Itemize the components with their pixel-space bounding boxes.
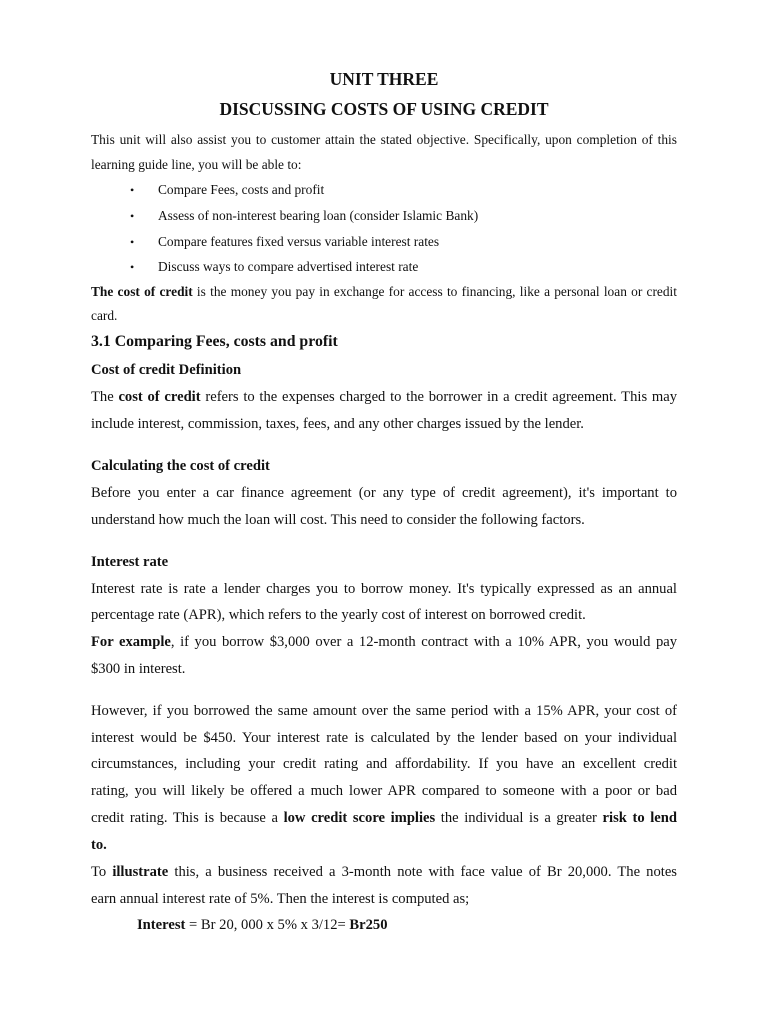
however-paragraph-line: interest would be $450. Your interest rate is calculated by the lender based on your individual (91, 730, 677, 746)
cost-of-credit-paragraph: The cost of credit is the money you pay in exchange for access to financing, like a personal loan or credit (91, 284, 677, 299)
bullet-item: • Assess of non-interest bearing loan (consider Islamic Bank) (130, 206, 677, 226)
illustrate-paragraph-line: earn annual interest rate of 5%. Then the interest is computed as; (91, 891, 470, 907)
example-paragraph-line: $300 in interest. (91, 661, 186, 677)
bullet-item: • Compare Fees, costs and profit (130, 180, 677, 200)
bullet-item: • Compare features fixed versus variable interest rates (130, 232, 677, 252)
bullet-dot-icon: • (130, 209, 135, 223)
bullet-item: • Discuss ways to compare advertised interest rate (130, 257, 677, 277)
intro-paragraph-line: This unit will also assist you to customer attain the stated objective. Specifically, upon completion of this (91, 132, 677, 147)
calculating-paragraph-line: understand how much the loan will cost. This need to consider the following factors. (91, 512, 585, 528)
calculating-paragraph-line: Before you enter a car finance agreement (or any type of credit agreement), it's important to (91, 485, 677, 501)
however-paragraph-line: credit rating. This is because a low credit score implies the individual is a greater risk to lend (91, 810, 677, 826)
subheading-interest-rate: Interest rate (91, 554, 169, 570)
however-paragraph-line: circumstances, including your credit rating and affordability. If you have an excellent credit (91, 756, 677, 772)
example-paragraph: For example, if you borrow $3,000 over a 12-month contract with a 10% APR, you would pay (91, 634, 677, 650)
intro-paragraph-line: learning guide line, you will be able to: (91, 157, 302, 172)
definition-paragraph-line: include interest, commission, taxes, fees, and any other charges issued by the lender. (91, 416, 584, 432)
section-heading: 3.1 Comparing Fees, costs and profit (91, 333, 338, 350)
cost-of-credit-paragraph-line: card. (91, 308, 118, 323)
however-paragraph-line: However, if you borrowed the same amount over the same period with a 15% APR, your cost of (91, 703, 677, 719)
unit-title: UNIT THREE (329, 69, 439, 89)
bullet-dot-icon: • (130, 183, 135, 197)
main-title: DISCUSSING COSTS OF USING CREDIT (219, 99, 549, 119)
however-paragraph-line: rating, you will likely be offered a much lower APR compared to someone with a poor or bad (91, 783, 677, 799)
illustrate-paragraph: To illustrate this, a business received a 3-month note with face value of Br 20,000. The notes (91, 864, 677, 880)
however-paragraph-line: to. (91, 837, 107, 853)
subheading-calculating: Calculating the cost of credit (91, 458, 270, 474)
definition-paragraph: The cost of credit refers to the expenses charged to the borrower in a credit agreement. This may (91, 389, 677, 405)
subheading-definition: Cost of credit Definition (91, 362, 242, 378)
interest-formula: Interest = Br 20, 000 x 5% x 3/12= Br250 (137, 917, 388, 933)
interest-rate-paragraph-line: Interest rate is rate a lender charges you to borrow money. It's typically expressed as an annual (91, 581, 677, 597)
bullet-dot-icon: • (130, 260, 135, 274)
interest-rate-paragraph-line: percentage rate (APR), which refers to the yearly cost of interest on borrowed credit. (91, 607, 586, 623)
bullet-dot-icon: • (130, 235, 135, 249)
